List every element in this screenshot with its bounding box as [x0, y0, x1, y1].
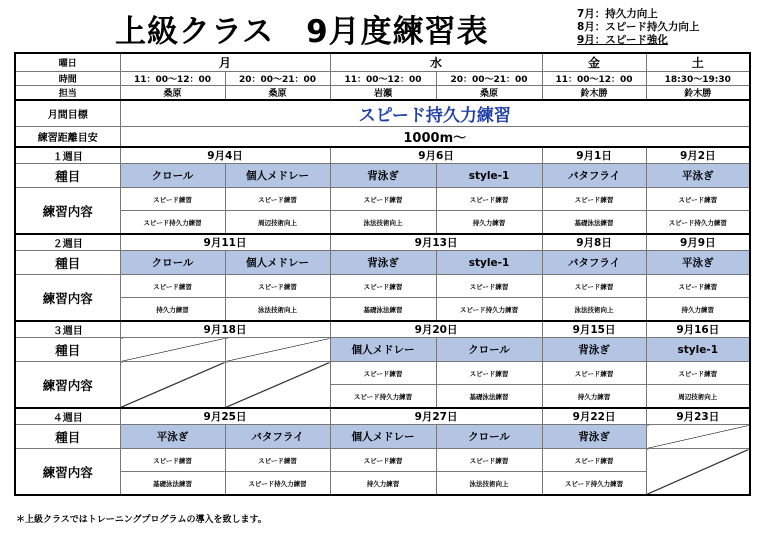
date-saturday: 9月2日: [646, 147, 750, 164]
practice-item: 持久力練習: [330, 472, 436, 496]
practice-item: スピード練習: [330, 449, 436, 472]
date-friday: 9月22日: [542, 408, 646, 425]
note-july: 7月：持久力向上: [577, 8, 658, 20]
content-row: [15, 362, 750, 385]
time-cell: 11：00～12：00: [330, 72, 436, 86]
content-row: [15, 298, 750, 322]
coach-cell: 桑原: [225, 86, 330, 101]
goal-label: 月間目標: [15, 100, 120, 127]
content-row: [15, 449, 750, 472]
practice-item: スピード練習: [542, 362, 646, 385]
practice-item: スピード練習: [120, 188, 225, 211]
empty-slot: [225, 362, 330, 409]
empty-slot: [646, 425, 750, 449]
date-saturday: 9月9日: [646, 234, 750, 251]
content-row: [15, 275, 750, 298]
time-cell: 20：00～21：00: [225, 72, 330, 86]
content-row: [15, 211, 750, 235]
stroke-type-cell: 平泳ぎ: [646, 164, 750, 188]
week-label: ４週目: [15, 408, 120, 425]
stroke-type-cell: style-1: [436, 251, 542, 275]
stroke-type-cell: バタフライ: [542, 251, 646, 275]
practice-item: スピード練習: [330, 275, 436, 298]
practice-item: 基礎泳法練習: [330, 298, 436, 322]
stroke-type-cell: 背泳ぎ: [330, 164, 436, 188]
stroke-type-cell: 背泳ぎ: [542, 338, 646, 362]
coach-cell: 岩瀬: [330, 86, 436, 101]
practice-item: スピード練習: [330, 362, 436, 385]
stroke-type-cell: クロール: [120, 164, 225, 188]
stroke-type-cell: 背泳ぎ: [542, 425, 646, 449]
practice-item: スピード持久力練習: [646, 211, 750, 235]
practice-item: 周辺技術向上: [225, 211, 330, 235]
practice-item: スピード練習: [436, 449, 542, 472]
goal-row: [15, 100, 750, 127]
practice-item: 基礎泳法練習: [542, 211, 646, 235]
date-saturday: 9月23日: [646, 408, 750, 425]
coach-cell: 鈴木勝: [646, 86, 750, 101]
schedule-table: [14, 52, 751, 496]
practice-item: スピード練習: [542, 275, 646, 298]
practice-item: スピード練習: [225, 449, 330, 472]
week-header-row: [15, 147, 750, 164]
week-header-row: [15, 321, 750, 338]
day-label: 曜日: [15, 53, 120, 72]
time-cell: 18:30～19:30: [646, 72, 750, 86]
practice-item: 泳法技術向上: [330, 211, 436, 235]
type-label: 種目: [15, 338, 120, 362]
stroke-type-cell: 平泳ぎ: [120, 425, 225, 449]
practice-item: スピード持久力練習: [330, 385, 436, 409]
date-monday: 9月4日: [120, 147, 330, 164]
coach-cell: 桑原: [120, 86, 225, 101]
practice-item: スピード練習: [646, 188, 750, 211]
practice-item: スピード練習: [330, 188, 436, 211]
practice-item: スピード練習: [436, 275, 542, 298]
content-label: 練習内容: [15, 449, 120, 496]
practice-item: 基礎泳法練習: [120, 472, 225, 496]
stroke-type-cell: クロール: [120, 251, 225, 275]
stroke-type-cell: style-1: [436, 164, 542, 188]
practice-item: スピード練習: [542, 449, 646, 472]
empty-slot: [225, 338, 330, 362]
practice-item: スピード持久力練習: [225, 472, 330, 496]
date-wednesday: 9月6日: [330, 147, 542, 164]
stroke-type-cell: バタフライ: [225, 425, 330, 449]
practice-item: スピード持久力練習: [120, 211, 225, 235]
type-label: 種目: [15, 251, 120, 275]
note-august: 8月：スピード持久力向上: [577, 21, 700, 33]
practice-item: 持久力練習: [542, 385, 646, 409]
date-friday: 9月15日: [542, 321, 646, 338]
type-label: 種目: [15, 425, 120, 449]
distance-label: 練習距離目安: [15, 127, 120, 148]
day-friday: 金: [542, 53, 646, 72]
type-row: [15, 338, 750, 362]
stroke-type-cell: クロール: [436, 338, 542, 362]
time-cell: 20：00～21：00: [436, 72, 542, 86]
content-label: 練習内容: [15, 362, 120, 409]
type-row: [15, 425, 750, 449]
practice-item: 泳法技術向上: [436, 472, 542, 496]
stroke-type-cell: 個人メドレー: [330, 425, 436, 449]
practice-item: スピード練習: [646, 362, 750, 385]
practice-item: 泳法技術向上: [542, 298, 646, 322]
date-monday: 9月11日: [120, 234, 330, 251]
type-row: [15, 251, 750, 275]
practice-item: スピード練習: [436, 362, 542, 385]
date-monday: 9月25日: [120, 408, 330, 425]
time-row: [15, 72, 750, 86]
practice-item: スピード練習: [120, 275, 225, 298]
stroke-type-cell: 背泳ぎ: [330, 251, 436, 275]
empty-slot: [120, 362, 225, 409]
goal-value: スピード持久力練習: [120, 100, 750, 127]
practice-item: スピード練習: [542, 188, 646, 211]
practice-item: 持久力練習: [120, 298, 225, 322]
practice-item: スピード練習: [646, 275, 750, 298]
stroke-type-cell: クロール: [436, 425, 542, 449]
date-friday: 9月8日: [542, 234, 646, 251]
week-label: ３週目: [15, 321, 120, 338]
practice-item: スピード練習: [120, 449, 225, 472]
empty-slot: [646, 449, 750, 496]
content-label: 練習内容: [15, 275, 120, 322]
practice-item: スピード練習: [225, 188, 330, 211]
type-row: [15, 164, 750, 188]
practice-item: スピード練習: [436, 188, 542, 211]
day-saturday: 土: [646, 53, 750, 72]
practice-item: スピード持久力練習: [436, 298, 542, 322]
date-wednesday: 9月20日: [330, 321, 542, 338]
date-wednesday: 9月27日: [330, 408, 542, 425]
type-label: 種目: [15, 164, 120, 188]
practice-item: スピード持久力練習: [542, 472, 646, 496]
stroke-type-cell: バタフライ: [542, 164, 646, 188]
day-wednesday: 水: [330, 53, 542, 72]
coach-label: 担当: [15, 86, 120, 101]
day-row: [15, 53, 750, 72]
content-row: [15, 188, 750, 211]
time-label: 時間: [15, 72, 120, 86]
coach-row: [15, 86, 750, 101]
week-label: ２週目: [15, 234, 120, 251]
practice-item: スピード練習: [225, 275, 330, 298]
practice-item: 持久力練習: [436, 211, 542, 235]
content-label: 練習内容: [15, 188, 120, 235]
stroke-type-cell: 個人メドレー: [225, 164, 330, 188]
date-friday: 9月1日: [542, 147, 646, 164]
distance-value: 1000m～: [120, 127, 750, 148]
time-cell: 11：00～12：00: [120, 72, 225, 86]
practice-item: 持久力練習: [646, 298, 750, 322]
note-september: 9月：スピード強化: [577, 34, 668, 46]
coach-cell: 鈴木勝: [542, 86, 646, 101]
practice-item: 泳法技術向上: [225, 298, 330, 322]
content-row: [15, 472, 750, 496]
stroke-type-cell: 個人メドレー: [225, 251, 330, 275]
practice-item: 周辺技術向上: [646, 385, 750, 409]
day-monday: 月: [120, 53, 330, 72]
stroke-type-cell: 個人メドレー: [330, 338, 436, 362]
empty-slot: [120, 338, 225, 362]
distance-row: [15, 127, 750, 148]
practice-item: 基礎泳法練習: [436, 385, 542, 409]
stroke-type-cell: 平泳ぎ: [646, 251, 750, 275]
date-monday: 9月18日: [120, 321, 330, 338]
footer-note: ＊上級クラスではトレーニングプログラムの導入を致します。: [16, 515, 267, 525]
time-cell: 11：00～12：00: [542, 72, 646, 86]
page-title: 上級クラス 9月度練習表: [115, 14, 489, 50]
coach-cell: 桑原: [436, 86, 542, 101]
week-header-row: [15, 234, 750, 251]
monthly-notes: [577, 8, 699, 47]
week-header-row: [15, 408, 750, 425]
stroke-type-cell: style-1: [646, 338, 750, 362]
week-label: １週目: [15, 147, 120, 164]
date-saturday: 9月16日: [646, 321, 750, 338]
date-wednesday: 9月13日: [330, 234, 542, 251]
